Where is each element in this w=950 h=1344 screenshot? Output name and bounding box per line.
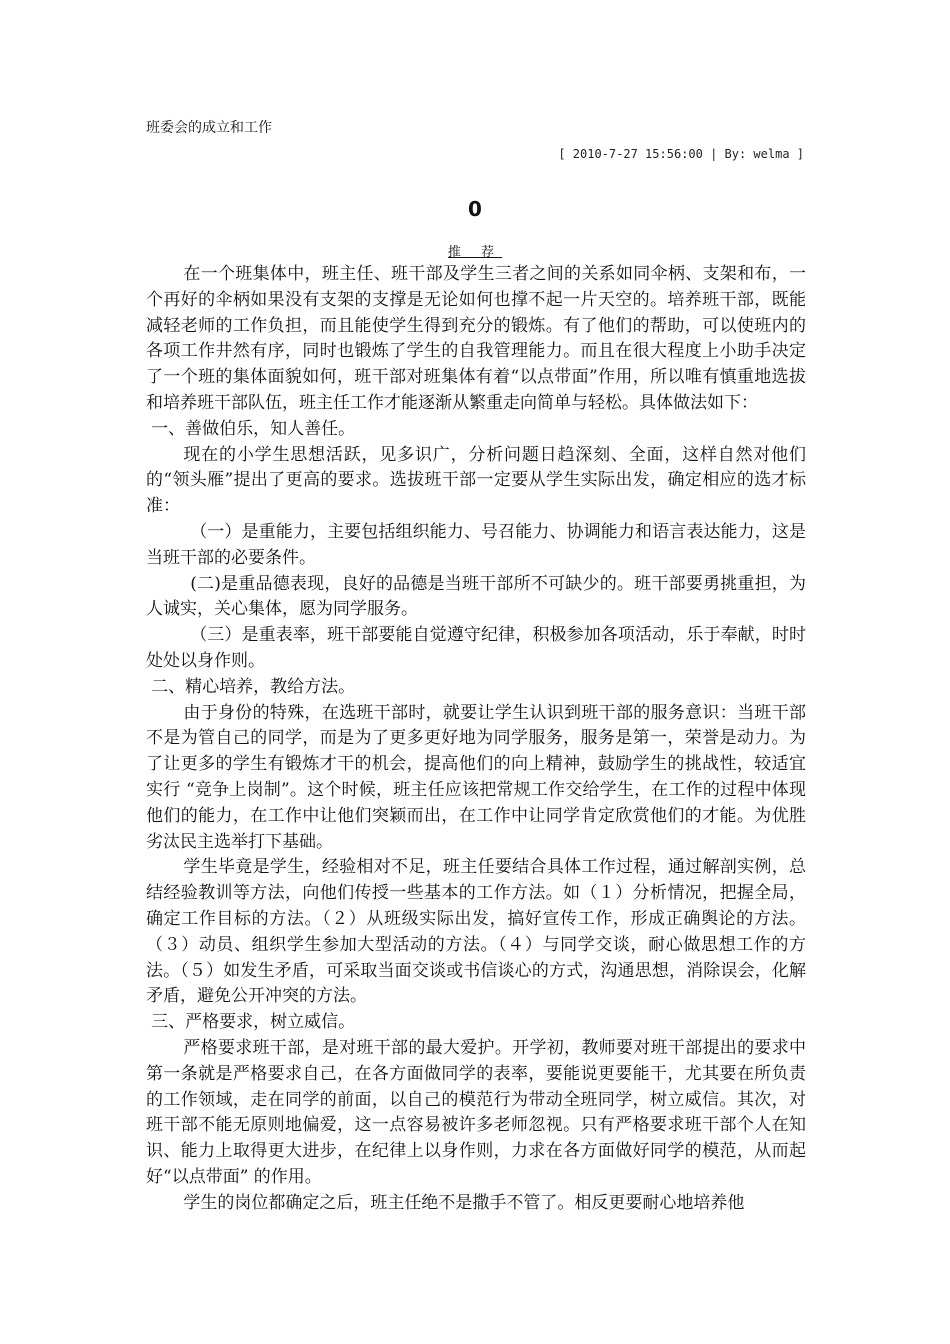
list-item: （一）是重能力，主要包括组织能力、号召能力、协调能力和语言表达能力，这是当班干部的必要条件。 bbox=[146, 521, 806, 568]
list-item: （三）是重表率，班干部要能自觉遵守纪律，积极参加各项活动，乐于奉献，时时处处以身作则。 bbox=[146, 625, 806, 671]
section-heading-1: 一、善做伯乐，知人善任。 bbox=[151, 418, 356, 439]
section-heading-2: 二、精心培养，教给方法。 bbox=[151, 676, 356, 697]
paragraph: 学生的岗位都确定之后，班主任绝不是撒手不管了。相反更要耐心地培养他 bbox=[183, 1192, 745, 1213]
paragraph: 现在的小学生思想活跃，见多识广，分析问题日趋深刻、全面，这样自然对他们的“领头雁”提出了更高的要求。选拔班干部一定要从学生实际出发，确定相应的选才标准： bbox=[146, 444, 806, 517]
paragraph: 严格要求班干部，是对班干部的最大爱护。开学初，教师要对班干部提出的要求中第一条就是严格要求自己，在各方面做同学的表率，要能说更要能干，尤其要在所负责的工作领域，走在同学的前面，以自己的模范行为带动全班同学，树立威信。其次，对班干部不能无原则地偏爱，这一点容易被许多老师忽视。只有严格要求班干部个人在知识、能力上取得更大进步，在纪律上以身作则，力求在各方面做好同学的模范，从而起好“以点带面” 的作用。 bbox=[146, 1037, 806, 1187]
list-item: (二)是重品德表现，良好的品德是当班干部所不可缺少的。班干部要勇挑重担，为人诚实，关心集体，愿为同学服务。 bbox=[146, 573, 806, 620]
paragraph: 由于身份的特殊，在选班干部时，就要让学生认识到班干部的服务意识：当班干部不是为管自己的同学，而是为了更多更好地为同学服务，服务是第一，荣誉是动力。为了让更多的学生有锻炼才干的机会，提高他们的向上精神，鼓励学生的挑战性，较适宜实行 “竞争上岗制”。这个时候，班主任应该把常规工作交给学生，在工作的过程中体现他们的能力，在工作中让他们突颖而出，在工作中让同学肯定欣赏他们的才能。为优胜劣汰民主选举打下基础。 bbox=[146, 702, 806, 852]
section-heading-3: 三、严格要求，树立威信。 bbox=[151, 1012, 356, 1033]
comment-count: 0 bbox=[468, 197, 482, 221]
recommend-link[interactable]: 推 荐 bbox=[447, 245, 503, 260]
paragraph-intro: 在一个班集体中，班主任、班干部及学生三者之间的关系如同伞柄、支架和布，一个再好的伞柄如果没有支架的支撑是无论如何也撑不起一片天空的。培养班干部，既能减轻老师的工作负担，而且能使学生得到充分的锻炼。有了他们的帮助，可以使班内的各项工作井然有序，同时也锻炼了学生的自我管理能力。而且在很大程度上小助手决定了一个班的集体面貌如何，班干部对班集体有着“以点带面”作用，所以唯有慎重地选拔和培养班干部队伍，班主任工作才能逐渐从繁重走向简单与轻松。具体做法如下： bbox=[146, 264, 806, 413]
paragraph: 学生毕竟是学生，经验相对不足，班主任要结合具体工作过程，通过解剖实例，总结经验教训等方法，向他们传授一些基本的工作方法。如（１）分析情况，把握全局，确定工作目标的方法。（２）从班级实际出发，搞好宣传工作，形成正确舆论的方法。（３）动员、组织学生参加大型活动的方法。（４）与同学交谈，耐心做思想工作的方法。（５）如发生矛盾，可采取当面交谈或书信谈心的方式，沟通思想，消除误会，化解矛盾，避免公开冲突的方法。 bbox=[146, 857, 806, 1007]
post-meta: [ 2010-7-27 15:56:00 | By: welma ] bbox=[558, 147, 804, 161]
document-title: 班委会的成立和工作 bbox=[146, 120, 272, 136]
article-body bbox=[146, 262, 806, 1216]
